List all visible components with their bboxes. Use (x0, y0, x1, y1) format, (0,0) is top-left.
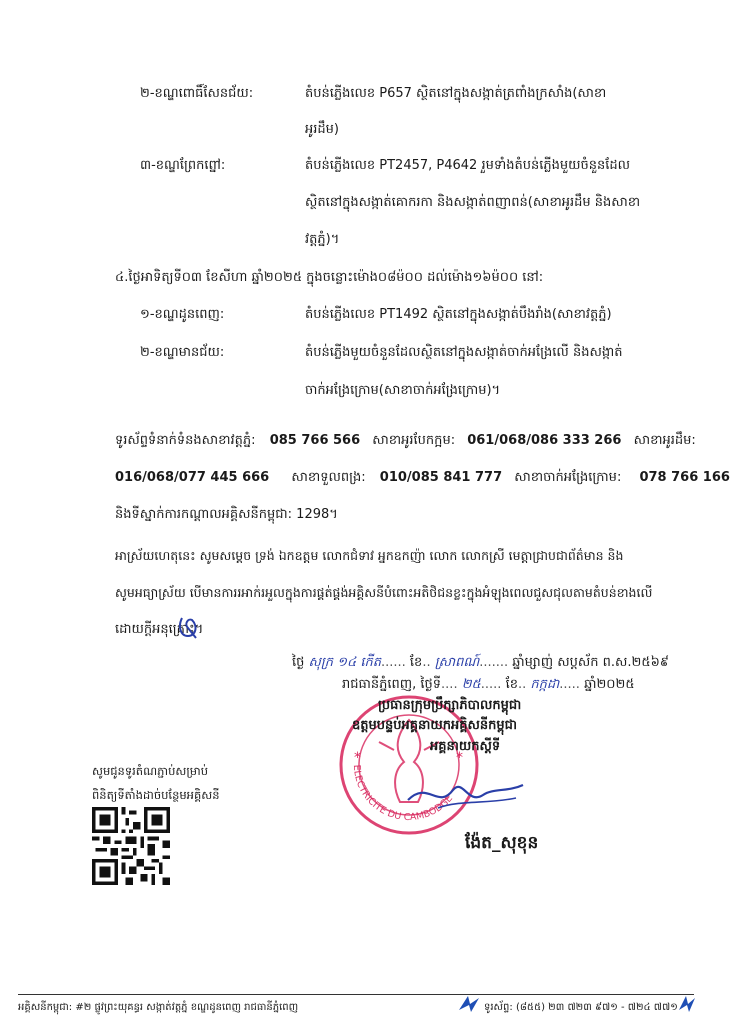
handwritten-month: កក្កដា (530, 677, 560, 692)
footer-phone: ទូរស័ព្ទ: (៨៥៥) ២៣ ៧២៣ ៩៧១ - ៧២៤ ៧៧១ (484, 1002, 678, 1013)
row-text: ស្ថិតនៅក្នុងសង្កាត់គោករកា និងសង្កាត់ពញាពន់(សាខាអូរដឹម និងសាខា (305, 195, 641, 210)
row-label: ២-ខណ្ឌពោធិ៍សែនជ័យ: (140, 86, 254, 101)
handwritten-day: សុក្រ ១៤ កើត (308, 655, 381, 670)
qr-note: ពិនិត្យទីតាំងដាច់បន្ថែមអគ្គិសនី (92, 788, 220, 802)
row-text: វត្តភ្នំ)។ (305, 232, 340, 247)
handwritten-initial-icon (176, 612, 202, 642)
signature-title: ប្រធានក្រុមប្រឹក្សាភិបាលកម្ពុជា (378, 698, 522, 713)
date-prefix: ថ្ងៃ (292, 655, 305, 670)
row-label: ៣-ខណ្ឌព្រែកព្នៅ: (140, 158, 226, 173)
hotline-line: និងទីស្នាក់ការកណ្តាលអគ្គិសនីកម្ពុជា: 1298។ (115, 507, 338, 522)
phone-number: 016/068/077 445 666 (115, 470, 270, 485)
phone-number: 078 766 166 (639, 470, 730, 485)
svg-text:*: * (456, 750, 463, 766)
footer-address: អគ្គិសនីកម្ពុជា: #២ ផ្លូវព្រះយុគន្ធរ សង្កាត់វត្តភ្នំ ខណ្ឌដូនពេញ រាជធានីភ្នំពេញ (18, 1002, 299, 1013)
footer-divider (18, 994, 694, 995)
row-label: ១-ខណ្ឌដូនពេញ: (140, 307, 225, 322)
stamp-text: ELECTRICITE DU CAMBODGE (350, 764, 456, 824)
closing-paragraph: ដោយក្តីអនុគ្រោះ។ (115, 622, 204, 637)
contact-label: សាខាអូរបែកក្អម: (372, 433, 456, 448)
row-text: ចាក់អង្រែក្រោម(សាខាចាក់អង្រែក្រោម)។ (305, 383, 501, 398)
phone-number: 061/068/086 333 266 (467, 433, 622, 448)
contact-label: សាខាទួលពង្រ: (291, 470, 366, 485)
qr-note: សូមជូនទូរតំណភ្ជាប់សម្រាប់ (92, 764, 209, 778)
contact-line (115, 432, 696, 450)
date-month-label: ខែ (409, 655, 423, 670)
handwritten-month: ស្រាពណ៍ (434, 655, 480, 670)
phone-number: 010/085 841 777 (379, 470, 503, 485)
row-text: តំបន់ភ្លើងលេខ PT1492 ស្ថិតនៅក្នុងសង្កាត់បឹងរាំង(សាខាវត្តភ្នំ) (305, 307, 612, 322)
handwritten-day: ២៥ (461, 677, 481, 692)
row-text: តំបន់ភ្លើងលេខ PT2457, P4642 រួមទាំងតំបន់ភ្លើងមួយចំនួនដែល (305, 158, 630, 173)
date-suffix: ឆ្នាំម្សាញ់ សប្តស័ក ព.ស.២៥៦៩ (512, 655, 669, 670)
phone-number: 085 766 566 (269, 433, 361, 448)
lunar-date-line: ថ្ងៃ សុក្រ ១៤ កើត...... ខែ.. ស្រាពណ៍....... ឆ្នាំម្សាញ់ សប្តស័ក ព.ស.២៥៦៩ (292, 655, 669, 670)
edc-logo-icon (456, 992, 482, 1016)
signatory-name: ង៉ែត_សុខុន (465, 833, 539, 853)
closing-paragraph: សូមអធ្យាស្រ័យ បើមានការរអាក់រអួលក្នុងការផ្គត់ផ្គង់អគ្គិសនីបំពោះអតិថិជនខ្លះក្នុងអំឡុងពេលជួសជុលតាមតំបន់ខាងលើ (115, 585, 653, 600)
signature-title: ឧត្តមបន្ទប់អគ្គនាយកអគ្គិសនីកម្ពុជា (352, 718, 518, 733)
date-prefix: រាជធានីភ្នំពេញ, ថ្ងៃទី (342, 677, 442, 692)
row-text: អូរដឹម) (305, 122, 339, 137)
edc-logo-icon (676, 992, 698, 1016)
solar-date-line: រាជធានីភ្នំពេញ, ថ្ងៃទី.... ២៥..... ខែ.. កក្កដា..... ឆ្នាំ២០២៥ (342, 677, 635, 692)
svg-text:*: * (354, 750, 361, 766)
date-month-label: ខែ (505, 677, 518, 692)
row-text: តំបន់ភ្លើងមួយចំនួនដែលស្ថិតនៅក្នុងសង្កាត់ចាក់អង្រែលើ និងសង្កាត់ (305, 345, 623, 360)
day-header: ៤.ថ្ងៃអាទិត្យទី០៣ ខែសីហា ឆ្នាំ២០២៥ ក្នុងចន្លោះម៉ោង០៨ម៉០០ ដល់ម៉ោង១៦ម៉០០ នៅ: (115, 270, 544, 285)
row-label: ២-ខណ្ឌមានជ័យ: (140, 345, 225, 360)
qr-code-icon[interactable] (92, 807, 170, 885)
contact-label: ទូរស័ព្ទទំនាក់ទំនងសាខាវត្តភ្នំ: (115, 433, 256, 448)
signature-title: អគ្គនាយកស្តីទី (430, 739, 501, 754)
closing-paragraph: អាស្រ័យហេតុនេះ សូមសម្តេច ទ្រង់ ឯកឧត្តម លោកជំទាវ អ្នកឧកញ៉ា លោក លោកស្រី មេត្តាជ្រាបជាព័ត៌មាន និង (115, 548, 624, 563)
row-text: តំបន់ភ្លើងលេខ P657 ស្ថិតនៅក្នុងសង្កាត់ត្រពាំងក្រសាំង(សាខា (305, 86, 607, 101)
handwritten-signature-icon (398, 770, 528, 820)
contact-line (115, 469, 730, 487)
date-suffix: ឆ្នាំ២០២៥ (584, 677, 635, 692)
contact-label: សាខាអូរដឹម: (633, 433, 696, 448)
contact-label: សាខាចាក់អង្រែក្រោម: (514, 470, 622, 485)
